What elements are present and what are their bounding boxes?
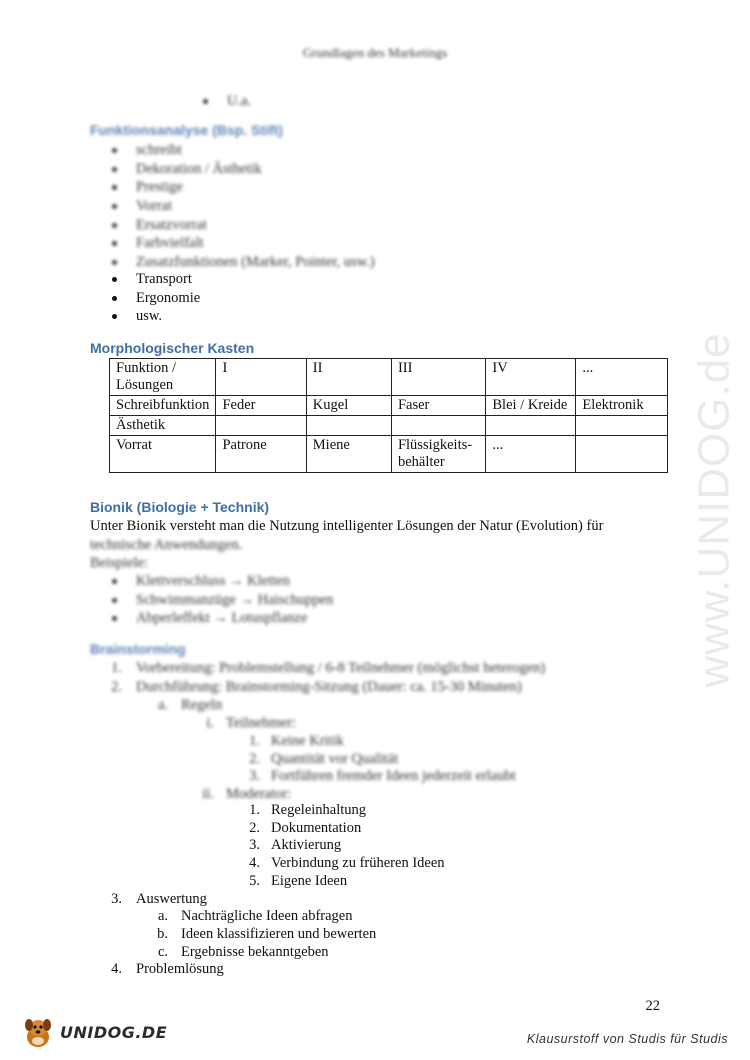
- list-item: Durchführung: Brainstorming-Sitzung (Dauer: ca. 15-30 Minuten): [136, 679, 522, 695]
- table-cell: IV: [486, 359, 576, 396]
- page-number: 22: [645, 998, 660, 1014]
- table-cell: ...: [486, 436, 576, 473]
- table-row: [110, 359, 668, 396]
- table-cell: Elektronik: [576, 396, 668, 416]
- list-item: Farbvielfalt: [136, 234, 375, 253]
- table-cell: [576, 416, 668, 436]
- list-item: Nachträgliche Ideen abfragen: [181, 908, 353, 924]
- list-item: Eigene Ideen: [271, 873, 348, 889]
- bionik-examples-label: Beispiele:: [90, 555, 148, 571]
- list-item: Teilnehmer:: [226, 715, 296, 731]
- table-cell: Faser: [391, 396, 485, 416]
- morph-heading: Morphologischer Kasten: [90, 340, 255, 356]
- list-item: Ergebnisse bekanntgeben: [181, 944, 329, 960]
- table-cell: ...: [576, 359, 668, 396]
- table-cell: [391, 416, 485, 436]
- table-cell: Vorrat: [110, 436, 216, 473]
- list-item: Fortführen fremder Ideen jederzeit erlaubt: [271, 768, 516, 784]
- footer-tagline: Klausurstoff von Studis für Studis: [526, 1032, 728, 1046]
- unidog-logo[interactable]: [20, 1015, 168, 1051]
- list-item: Moderator:: [226, 786, 292, 802]
- table-cell: [216, 416, 306, 436]
- list-item: Auswertung: [136, 891, 207, 907]
- list-item: Prestige: [136, 178, 375, 197]
- top-bullet: [227, 92, 251, 111]
- funktionsanalyse-list: [136, 270, 200, 326]
- list-item: Quantität vor Qualität: [271, 751, 399, 767]
- list-item: Verbindung zu früheren Ideen: [271, 855, 445, 871]
- logo-text: UNIDOG.DE: [60, 1023, 168, 1042]
- table-cell: II: [306, 359, 391, 396]
- list-item: Abperleffekt → Lotuspflanze: [136, 609, 333, 628]
- table-cell: Feder: [216, 396, 306, 416]
- list-item: Zusatzfunktionen (Marker, Pointer, usw.): [136, 253, 375, 272]
- list-item: Dokumentation: [271, 820, 362, 836]
- watermark: [685, 280, 745, 740]
- morph-table: [109, 358, 668, 473]
- table-cell: Patrone: [216, 436, 306, 473]
- table-cell: I: [216, 359, 306, 396]
- table-cell: III: [391, 359, 485, 396]
- table-cell: Funktion / Lösungen: [110, 359, 216, 396]
- bionik-heading: Bionik (Biologie + Technik): [90, 499, 270, 515]
- brainstorming-heading: Brainstorming: [90, 641, 186, 657]
- list-item: Schwimmanzüge → Haischuppen: [136, 591, 333, 610]
- list-item: Dekoration / Ästhetik: [136, 160, 375, 179]
- table-row: [110, 396, 668, 416]
- bionik-text-line1: Unter Bionik versteht man die Nutzung intelligenter Lösungen der Natur (Evolution) für: [90, 518, 604, 534]
- list-item: Problemlösung: [136, 961, 224, 977]
- table-cell: [486, 416, 576, 436]
- list-item: schreibt: [136, 141, 375, 160]
- bionik-text-line2: technische Anwendungen.: [90, 537, 243, 553]
- list-item: Aktivierung: [271, 837, 342, 853]
- funktionsanalyse-heading: Funktionsanalyse (Bsp. Stift): [90, 122, 283, 138]
- funktionsanalyse-list-blurred: [136, 141, 375, 272]
- table-cell: [576, 436, 668, 473]
- table-cell: Ästhetik: [110, 416, 216, 436]
- page-header: Grundlagen des Marketings: [302, 45, 448, 60]
- table-row: [110, 436, 668, 473]
- table-row: [110, 416, 668, 436]
- table-cell: Miene: [306, 436, 391, 473]
- list-item: Keine Kritik: [271, 733, 344, 749]
- list-item: Ergonomie: [136, 289, 200, 308]
- table-cell: [306, 416, 391, 436]
- top-bullet-text: U.a.: [227, 93, 252, 109]
- table-cell: Kugel: [306, 396, 391, 416]
- table-cell: Schreibfunktion: [110, 396, 216, 416]
- dog-icon: [20, 1015, 56, 1051]
- list-item: usw.: [136, 307, 200, 326]
- list-item: Transport: [136, 270, 200, 289]
- bionik-examples: [136, 572, 333, 628]
- list-item: Vorbereitung: Problemstellung / 6-8 Teilnehmer (möglichst heterogen): [136, 660, 546, 676]
- list-item: Regeleinhaltung: [271, 802, 367, 818]
- table-cell: Flüssigkeits-behälter: [391, 436, 485, 473]
- list-item: Klettverschluss → Kletten: [136, 572, 333, 591]
- table-cell: Blei / Kreide: [486, 396, 576, 416]
- list-item: Ideen klassifizieren und bewerten: [181, 926, 377, 942]
- watermark-text: www.UNIDOG.de: [690, 332, 740, 688]
- list-item: Regeln: [181, 697, 223, 713]
- list-item: Ersatzvorrat: [136, 216, 375, 235]
- list-item: Vorrat: [136, 197, 375, 216]
